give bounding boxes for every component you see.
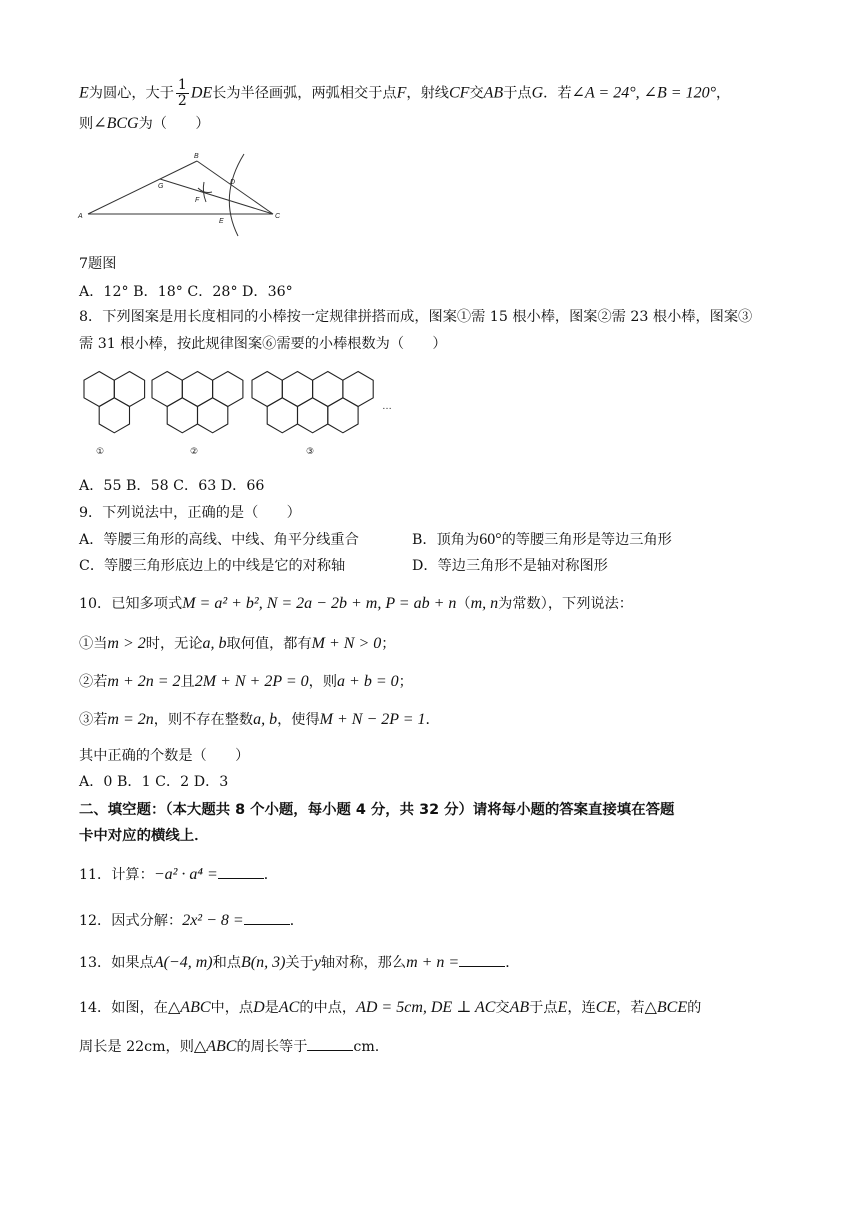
q14-point-e: E: [557, 999, 568, 1016]
q10-s3-t2: ，则不存在整数: [153, 712, 254, 728]
q8-pattern-3-hex: [313, 372, 343, 407]
q7-figure-caption: 7题图: [79, 256, 117, 272]
q7-fraction: [176, 78, 189, 109]
q12-answer-blank[interactable]: [244, 910, 290, 925]
q9-option-b: [412, 530, 672, 550]
q7-var-ab: AB: [483, 84, 504, 102]
q8-pattern-3-hex: [282, 372, 312, 407]
q11-answer-blank[interactable]: [218, 864, 264, 879]
q12-expr: 2x² − 8 =: [182, 912, 244, 929]
q7-frac-den: 2: [177, 93, 187, 109]
q7-text-g: ．若: [543, 85, 572, 102]
q14-answer-blank[interactable]: [307, 1036, 353, 1051]
q9-option-d: D．等边三角形不是轴对称图形: [412, 558, 608, 574]
q10-s3-ab: a, b: [253, 711, 278, 728]
q7-text-f: 于点: [503, 85, 532, 102]
q7-text-h: ，: [716, 85, 731, 102]
q8-pattern-3-hex: [252, 372, 282, 407]
q7-var-f: F: [396, 84, 407, 102]
q13-mid3: 轴对称，那么: [320, 955, 407, 971]
q13-y-axis: y: [313, 954, 321, 971]
q7-label-f: F: [195, 197, 200, 204]
q14-t1: 14．如图，在: [79, 1000, 168, 1016]
q7-text-blank: 为（ ）: [138, 116, 210, 132]
q9-option-b-text-1: B．顶角为: [412, 532, 480, 548]
q7-ray-cg: [160, 179, 273, 214]
q9-option-c: C．等腰三角形底边上的中线是它的对称轴: [79, 558, 346, 574]
q8-pattern-2-hex: [167, 398, 197, 433]
q12-prefix: 12．因式分解：: [79, 913, 183, 929]
q8-hexagon-figures: [80, 368, 400, 460]
q14-line-2: [79, 1036, 379, 1057]
q10-options: A．0 B．1 C．2 D．3: [79, 774, 229, 790]
q7-text-c: 长为半径画弧，两弧相交于点: [212, 85, 397, 102]
q7-arc-large: [229, 154, 244, 236]
q7-text-a: 为圆心，大于: [88, 85, 174, 102]
q10-s2-t4: ；: [398, 674, 413, 690]
q9-option-b-text-2: 的等腰三角形是等边三角形: [501, 532, 672, 548]
q14-l2-t1: 周长是 22cm，则: [79, 1039, 194, 1055]
q10-s1-t1: ①当: [79, 636, 108, 652]
q13-point-a: A(−4, m): [153, 954, 213, 971]
q12: [79, 910, 304, 931]
q13-mid2: 关于: [285, 955, 314, 971]
q14-t6: 于点: [529, 1000, 558, 1016]
q8-label-2: ②: [190, 446, 199, 456]
q8-pattern-3-hex: [343, 372, 373, 407]
q10-s1-t4: ；: [381, 636, 396, 652]
q13: [79, 952, 519, 973]
q10-s2-t1: ②若: [79, 674, 108, 690]
q7-label-e: E: [219, 218, 224, 225]
q8-stem-line-1: 8．下列图案是用长度相同的小棒按一定规律拼搭而成，图案①需 15 根小棒，图案②需 23 根小棒，图案③: [79, 309, 753, 325]
q10-stem-text-2: （: [456, 596, 471, 612]
q7-text-then: 则: [79, 116, 94, 132]
q10-s2-t2: 且: [180, 674, 195, 690]
q8-pattern-2-hex: [182, 372, 212, 407]
q8-pattern-1-hex: [84, 372, 114, 407]
q14-t5: 交: [495, 1000, 510, 1016]
q8-pattern-2-hex: [152, 372, 182, 407]
q8-pattern-2-hex: [213, 372, 243, 407]
q7-text-d: ，射线: [406, 85, 449, 102]
q10-s1-expr: M + N > 0: [311, 635, 382, 652]
q8-stem-line-2: 需 31 根小棒，按此规律图案⑥需要的小棒根数为（ ）: [79, 336, 447, 352]
q10-s3-expr: M + N − 2P = 1: [319, 711, 426, 728]
q14-point-d: D: [253, 999, 265, 1016]
q7-label-g: G: [158, 183, 164, 190]
q10-statement-1: [79, 634, 395, 654]
q10-s2-cond: m + 2n = 2: [107, 673, 181, 690]
q10-stem-text-1: 10．已知多项式: [79, 596, 183, 612]
q10-s1-ab: a, b: [202, 635, 227, 652]
q13-suffix: ．: [505, 955, 520, 971]
q7-label-a: A: [78, 213, 83, 220]
q7-var-cf: CF: [448, 84, 470, 102]
q8-ellipsis: …: [382, 401, 392, 412]
q11: [79, 864, 278, 885]
q8-label-1: ①: [96, 446, 105, 456]
q10-constants: m, n: [470, 595, 499, 612]
q13-prefix: 13．如果点: [79, 955, 154, 971]
q14-t3: 是: [264, 1000, 279, 1016]
section2-heading-line-2: 卡中对应的横线上．: [79, 828, 209, 844]
q7-seg-bc: [197, 161, 273, 214]
q14-line-1: [79, 998, 701, 1018]
q14-seg-ac: AC: [278, 999, 300, 1016]
q14-l2-t2: 的周长等于: [236, 1039, 308, 1055]
q10-statement-2: [79, 672, 413, 692]
q14-seg-ce: CE: [595, 999, 617, 1016]
q7-var-e: E: [79, 84, 89, 102]
q14-l2-triangle: △ABC: [193, 1038, 237, 1055]
q8-pattern-1-hex: [114, 372, 144, 407]
q10-s2-res: a + b = 0: [337, 673, 399, 690]
q8-options: A．55 B．58 C．63 D．66: [79, 478, 265, 494]
q8-pattern-3-hex: [267, 398, 297, 433]
q10-s1-cond: m > 2: [107, 635, 146, 652]
q7-line-1: [79, 78, 730, 109]
q8-pattern-1-hex: [99, 398, 129, 433]
section2-heading-line-1: 二、填空题：（本大题共 8 个小题，每小题 4 分，共 32 分）请将每小题的答案直接填在答题: [79, 802, 675, 818]
q8-pattern-2-hex: [198, 398, 228, 433]
q10-count-question: 其中正确的个数是（ ）: [79, 748, 250, 764]
q14-t7: ，连: [567, 1000, 596, 1016]
q7-label-c: C: [275, 213, 281, 220]
q7-options: A．12° B．18° C．28° D．36°: [79, 284, 293, 300]
q10-s2-t3: ，则: [308, 674, 338, 690]
q7-figure: [76, 148, 296, 240]
q7-text-e: 交: [469, 85, 484, 102]
q11-suffix: ．: [263, 867, 278, 883]
q11-prefix: 11．计算：: [79, 867, 154, 883]
q10-s1-t2: 时，无论: [145, 636, 203, 652]
q10-s3-t4: ．: [425, 712, 440, 728]
q13-point-b: B(n, 3): [240, 954, 286, 971]
q7-frac-num: 1: [177, 77, 187, 93]
q12-suffix: ．: [289, 913, 304, 929]
q7-label-b: B: [194, 153, 199, 160]
q14-t9: 的: [687, 1000, 702, 1016]
q7-line-2: [79, 114, 210, 134]
q14-triangle-bce: △BCE: [644, 999, 688, 1016]
q8-label-3: ③: [306, 446, 315, 456]
q14-seg-ab: AB: [509, 999, 530, 1016]
q13-mid1: 和点: [212, 955, 241, 971]
q10-stem-text-3: 为常数），下列说法：: [498, 596, 633, 612]
q8-pattern-3-hex: [298, 398, 328, 433]
q9-stem: 9．下列说法中，正确的是（ ）: [79, 505, 301, 521]
q14-t8: ，若: [616, 1000, 645, 1016]
q10-s3-t3: ，使得: [277, 712, 320, 728]
q14-t4: 的中点，: [299, 1000, 357, 1016]
q14-condition: AD = 5cm, DE ⊥ AC: [356, 999, 496, 1016]
q14-triangle-abc: △ABC: [168, 999, 211, 1016]
q7-label-d: D: [230, 179, 236, 186]
q7-angle-bcg: ∠BCG: [93, 115, 139, 132]
q8-pattern-3-hex: [328, 398, 358, 433]
q7-angles: ∠A = 24°, ∠B = 120°: [571, 84, 716, 102]
q14-t2: 中，点: [210, 1000, 254, 1016]
q7-var-g: G: [531, 84, 544, 102]
q10-s1-t3: 取何值，都有: [226, 636, 312, 652]
q13-expr: m + n =: [406, 954, 460, 971]
q9-option-b-angle: 60°: [479, 531, 502, 548]
q10-polynomials: M = a² + b², N = 2a − 2b + m, P = ab + n: [182, 595, 457, 612]
q10-s2-expr: 2M + N + 2P = 0: [194, 673, 309, 690]
q10-statement-3: [79, 710, 440, 730]
q14-l2-unit: cm.: [353, 1039, 380, 1055]
q9-option-a: A．等腰三角形的高线、中线、角平分线重合: [79, 532, 359, 548]
q7-seg-ab: [88, 161, 197, 214]
q10-stem: [79, 594, 633, 614]
q10-s3-t1: ③若: [79, 712, 108, 728]
q7-var-de: DE: [190, 84, 213, 102]
q11-expr: −a² · a⁴ =: [153, 866, 218, 883]
q13-answer-blank[interactable]: [459, 952, 505, 967]
q10-s3-cond: m = 2n: [107, 711, 154, 728]
